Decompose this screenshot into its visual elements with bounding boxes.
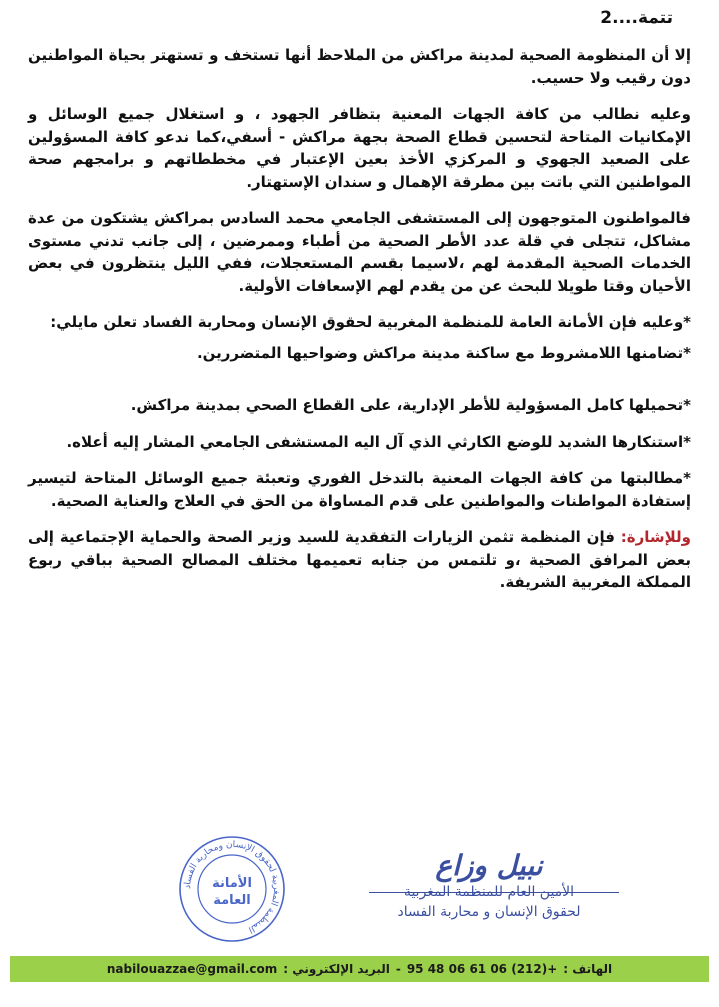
signatory-name: نبيل وزاع [435, 849, 543, 882]
stamp-ring-text: المنظمة المغربية لحقوق الإنسان ومحاربة الفساد [182, 839, 282, 935]
phone-label: الهاتف : [563, 962, 613, 976]
point-condemnation: *استنكارها الشديد للوضع الكارثي الذي آل اليه المستشفى الجامعي المشار إليه أعلاه. [66, 432, 691, 451]
point-request: *مطالبتها من كافة الجهات المعنية بالتدخل الفوري وتعبئة جميع الوسائل المتاحة لتيسير إستفادة المواطنات والمواطنين على قدم المساواة من الحق في العلاج والعناية الصحية. [28, 469, 691, 510]
note-text: فإن المنظمة تثمن الزيارات التفقدية للسيد وزير الصحة والحماية الإجتماعية إلى بعض المرافق الصحية ،و تلتمس من جنابه تعميمها مختلف المصالح الصحية بباقي ربوع المملكة المغربية الشريفة. [28, 528, 691, 591]
note-label: وللإشارة: [620, 528, 691, 546]
signature-block [319, 850, 659, 922]
document-body [28, 44, 691, 608]
signature-underline [369, 892, 619, 893]
point-solidarity: *تضامنها اللامشروط مع ساكنة مدينة مراكش وضواحيها المتضررين. [196, 343, 691, 362]
email-label: البريد الإلكتروني : [283, 962, 390, 976]
paragraph-declaration: *وعليه فإن الأمانة العامة للمنظمة المغربية لحقوق الإنسان ومحاربة الفساد تعلن مايلي: [50, 313, 691, 331]
signatory-title-line1: الأمين العام للمنظمة المغربية [403, 884, 575, 900]
stamp-center-line1: الأمانة [212, 876, 252, 891]
footer-separator: - [395, 962, 401, 976]
paragraph-intro: إلا أن المنظومة الصحية لمدينة مراكش من الملاحظ أنها تستخف و تستهتر بحياة المواطنين دون رقيب ولا حسيب. [28, 46, 691, 87]
point-responsibility: *تحميلها كامل المسؤولية للأطر الإدارية، على القطاع الصحي بمدينة مراكش. [130, 396, 691, 414]
phone-number: 95 48 06 61 06 (212)+ [406, 962, 558, 976]
stamp-center-line2: العامة [213, 893, 251, 908]
email-address[interactable]: nabilouazzae@gmail.com [106, 962, 278, 976]
signatory-title-line2: لحقوق الإنسان و محاربة الفساد [397, 904, 581, 920]
official-stamp [178, 835, 286, 943]
note-paragraph [28, 526, 691, 594]
paragraph-complaints: فالمواطنون المتوجهون إلى المستشفى الجامعي محمد السادس بمراكش يشتكون من عدة مشاكل، تتجلى في قلة عدد الأطر الصحية من أطباء وممرضين ، إلى جانب تدني مستوى الخدمات الصحية المقدمة لهم ،لاسيما بقسم المستعجلات، ففي الليل ينتظرون في بعض الأحيان وقتا طويلا للبحث عن من يقدم لهم الإسعافات الأولية. [28, 209, 691, 295]
contact-footer [10, 956, 709, 982]
paragraph-demands: وعليه نطالب من كافة الجهات المعنية بتظافر الجهود ، و استغلال جميع الوسائل و الإمكانيات المتاحة لتحسين قطاع الصحة بجهة مراكش - أسفي،كما ندعو كافة المسؤولين على الصعيد الجهوي و المركزي الأخذ بعين الإعتبار في مخططاتهم و برامجهم صحة المواطنين التي باتت بين مطرقة الإهمال و سندان الإستهتار. [28, 105, 691, 191]
continuation-header: تتمة....2 [600, 8, 673, 28]
